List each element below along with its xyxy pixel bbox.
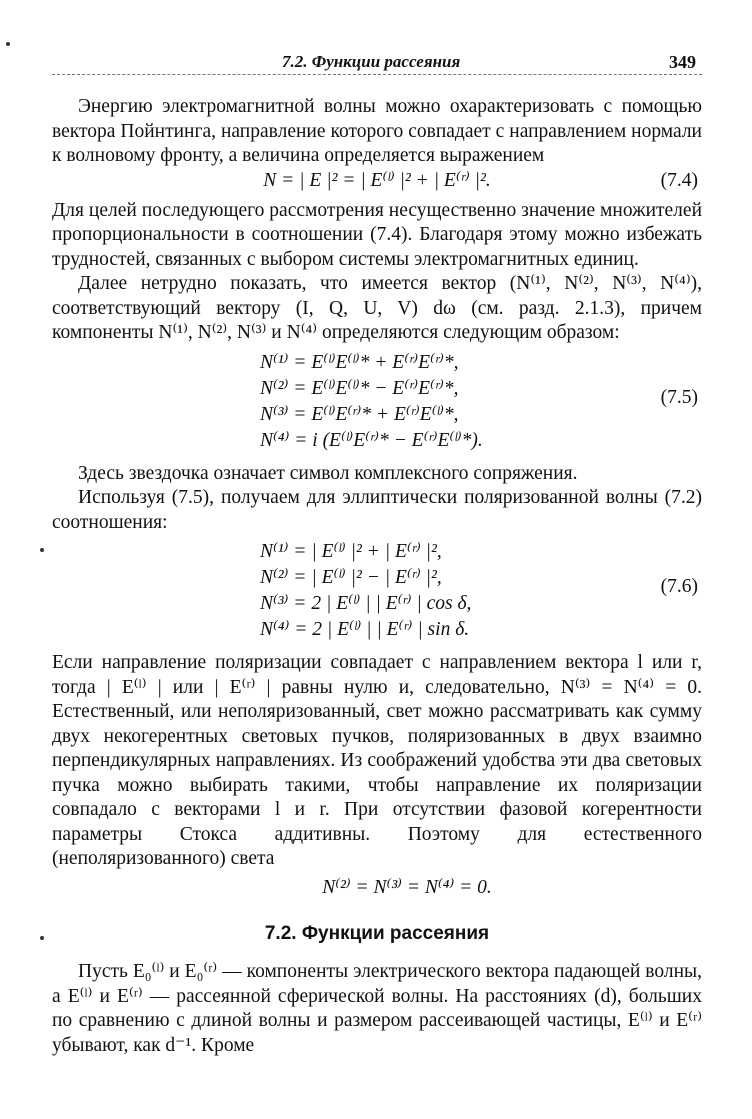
paragraph-vector-n: Далее нетрудно показать, что имеется вектор (N⁽¹⁾, N⁽²⁾, N⁽³⁾, N⁽⁴⁾), соответствующий вектору (I, Q, U, V) dω (см. разд. 2.1.3), причем компоненты N⁽¹⁾, N⁽²⁾, N⁽³⁾ и N⁽⁴⁾ определяются следующим образом: [52, 273, 702, 343]
paragraph-proportionality: Для целей последующего рассмотрения несущественно значение множителей пропорциональности в соотношении (7.4). Благодаря этому можно избежать трудностей, связанных с выбором системы электромагнитных единиц. [52, 199, 702, 270]
equation-7-6-line-3: N⁽³⁾ = 2 | E⁽ˡ⁾ | | E⁽ʳ⁾ | cos δ, [260, 593, 472, 614]
equation-7-6-number: (7.6) [660, 576, 698, 597]
paragraph-scattering: Пусть E₀⁽ˡ⁾ и E₀⁽ʳ⁾ — компоненты электрического вектора падающей волны, а E⁽ˡ⁾ и E⁽ʳ⁾ — рассеянной сферической волны. На расстояниях (d), больших по сравнению с длиной волны и размером рассеивающей частицы, E⁽ˡ⁾ и E⁽ʳ⁾ убывают, как d⁻¹. Кроме [52, 961, 702, 1056]
section-title: 7.2. Функции рассеяния [264, 922, 490, 944]
equation-7-5-line-1: N⁽¹⁾ = E⁽ˡ⁾E⁽ˡ⁾* + E⁽ʳ⁾E⁽ʳ⁾*, [260, 351, 459, 373]
paragraph-elliptic: Используя (7.5), получаем для эллиптически поляризованной волны (7.2) соотношения: [52, 487, 702, 533]
paragraph-poynting: Энергию электромагнитной волны можно охарактеризовать с помощью вектора Пойнтинга, направление которого совпадает с направлением нормали к волновому фронту, а величина определяется выражением [52, 96, 702, 166]
equation-7-5-line-3: N⁽³⁾ = E⁽ˡ⁾E⁽ʳ⁾* + E⁽ʳ⁾E⁽ˡ⁾*, [260, 403, 459, 425]
margin-dot-bottom [40, 936, 44, 940]
equation-7-6 [52, 539, 702, 643]
margin-dot-middle [40, 548, 44, 552]
equation-7-6-line-2: N⁽²⁾ = | E⁽ˡ⁾ |² − | E⁽ʳ⁾ |², [260, 567, 442, 588]
equation-natural-light: N⁽²⁾ = N⁽³⁾ = N⁽⁴⁾ = 0. [322, 876, 492, 898]
margin-dot-top [6, 42, 10, 46]
paragraph-polarization: Если направление поляризации совпадает с направлением вектора l или r, тогда | E⁽ˡ⁾ | или | E⁽ʳ⁾ | равны нулю и, следовательно, N⁽³⁾ = N⁽⁴⁾ = 0. Естественный, или неполяризованный, свет можно рассматривать как сумму двух некогерентных световых пучков, поляризованных в двух взаимно перпендикулярных направлениях. Из соображений удобства эти два световых пучка можно выбирать такими, чтобы направление их поляризации совпадало с векторами l и r. При отсутствии фазовой когерентности параметры Стокса аддитивны. Поэтому для естественного (неполяризованного) света [52, 652, 702, 869]
running-header [52, 48, 702, 75]
equation-7-5 [52, 350, 702, 454]
equation-7-5-line-2: N⁽²⁾ = E⁽ˡ⁾E⁽ˡ⁾* − E⁽ʳ⁾E⁽ʳ⁾*, [260, 377, 459, 399]
book-page [52, 48, 702, 1058]
page-number: 349 [669, 52, 696, 72]
equation-7-4-formula: N = | E |² = | E⁽ˡ⁾ |² + | E⁽ʳ⁾ |². [263, 169, 491, 191]
equation-7-5-number: (7.5) [660, 386, 698, 408]
equation-7-6-line-1: N⁽¹⁾ = | E⁽ˡ⁾ |² + | E⁽ʳ⁾ |², [260, 541, 442, 562]
equation-7-5-line-4: N⁽⁴⁾ = i (E⁽ˡ⁾E⁽ʳ⁾* − E⁽ʳ⁾E⁽ˡ⁾*). [260, 429, 483, 451]
equation-7-4-number: (7.4) [660, 169, 698, 191]
equation-7-4 [52, 169, 702, 199]
paragraph-asterisk: Здесь звездочка означает символ комплексного сопряжения. [78, 462, 578, 484]
running-title: 7.2. Функции рассеяния [282, 52, 461, 71]
equation-7-6-line-4: N⁽⁴⁾ = 2 | E⁽ˡ⁾ | | E⁽ʳ⁾ | sin δ. [260, 619, 470, 640]
